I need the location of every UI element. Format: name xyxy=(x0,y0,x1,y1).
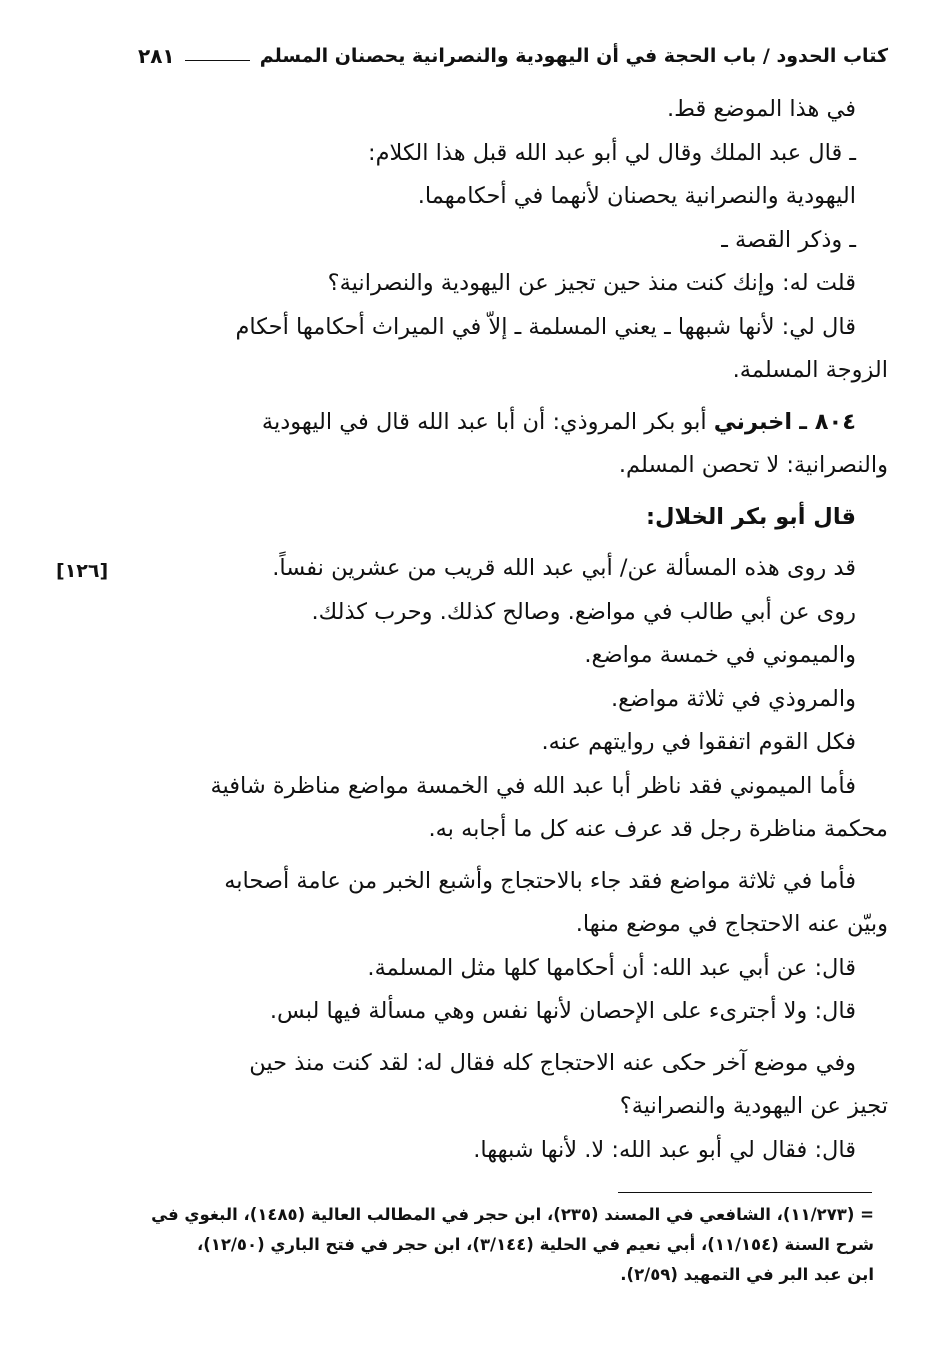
page-number: ٢٨١ xyxy=(138,44,175,68)
running-header xyxy=(138,38,888,74)
text-line: ـ قال عبد الملك وقال لي أبو عبد الله قبل هذا الكلام: xyxy=(368,139,856,166)
footnote-line: ابن عبد البر في التمهيد (٢/٥٩). xyxy=(620,1265,874,1284)
text-line: فأما الميموني فقد ناظر أبا عبد الله في الخمسة مواضع مناظرة شافية xyxy=(210,772,856,799)
text-line: فأما في ثلاثة مواضع فقد جاء بالاحتجاج وأشبع الخبر من عامة أصحابه xyxy=(224,867,856,894)
hadith-narrator: أبو بكر المروذي: xyxy=(552,408,707,435)
text-line: قلت له: وإنك كنت منذ حين تجيز عن اليهودية والنصرانية؟ xyxy=(327,270,856,296)
text-line: قال: ولا أجترىء على الإحصان لأنها نفس وهي مسألة فيها لبس. xyxy=(269,998,856,1024)
text-line: تجيز عن اليهودية والنصرانية؟ xyxy=(619,1093,888,1119)
margin-manuscript-reference: [١٢٦] xyxy=(56,560,109,582)
text-line: أن أبا عبد الله قال في اليهودية xyxy=(261,408,546,435)
hadith-line xyxy=(136,401,888,445)
text-line: اليهودية والنصرانية يحصنان لأنهما في أحكامهما. xyxy=(417,183,856,209)
text-line: في هذا الموضع قط. xyxy=(667,96,856,122)
text-line: قال: فقال لي أبو عبد الله: لا. لأنها شبهها. xyxy=(473,1136,856,1163)
text-line: قد روى هذه المسألة عن/ أبي عبد الله قريب من عشرين نفساً. xyxy=(272,555,856,581)
footnotes xyxy=(132,1200,874,1290)
footnote-line: = (١١/٢٧٣)، الشافعي في المسند (٢٣٥)، ابن حجر في المطالب العالية (١٤٨٥)، البغوي في xyxy=(151,1205,874,1224)
section-heading: قال أبو بكر الخلال: xyxy=(646,503,856,530)
hadith-lead: اخبرني xyxy=(713,408,793,435)
header-title: كتاب الحدود / باب الحجة في أن اليهودية والنصرانية يحصنان المسلم xyxy=(259,45,888,67)
footnote-line: شرح السنة (١١/١٥٤)، أبي نعيم في الحلية (٣/١٤٤)، ابن حجر في فتح الباري (١٢/٥٠)، xyxy=(196,1235,874,1254)
text-line: ـ وذكر القصة ـ xyxy=(721,226,856,253)
text-line: فكل القوم اتفقوا في روايتهم عنه. xyxy=(541,729,856,755)
text-line: والميموني في خمسة مواضع. xyxy=(584,642,856,668)
text-line: وبيّن عنه الاحتجاج في موضع منها. xyxy=(575,911,888,937)
footnote-separator xyxy=(618,1192,872,1193)
text-line: الزوجة المسلمة. xyxy=(732,357,888,383)
hadith-number: ٨٠٤ ـ xyxy=(799,408,856,435)
main-text xyxy=(136,88,888,1172)
text-line: قال لي: لأنها شبهها ـ يعني المسلمة ـ إلاّ في الميراث أحكامها أحكام xyxy=(235,313,856,340)
text-line: قال: عن أبي عبد الله: أن أحكامها كلها مثل المسلمة. xyxy=(367,954,856,981)
text-line: محكمة مناظرة رجل قد عرف عنه كل ما أجابه به. xyxy=(428,816,888,842)
text-line: والنصرانية: لا تحصن المسلم. xyxy=(618,452,888,478)
text-line: روى عن أبي طالب في مواضع. وصالح كذلك. وحرب كذلك. xyxy=(311,598,856,625)
header-rule xyxy=(185,60,250,61)
text-line: وفي موضع آخر حكى عنه الاحتجاج كله فقال له: لقد كنت منذ حين xyxy=(249,1049,856,1076)
text-line: والمروذي في ثلاثة مواضع. xyxy=(610,685,856,712)
